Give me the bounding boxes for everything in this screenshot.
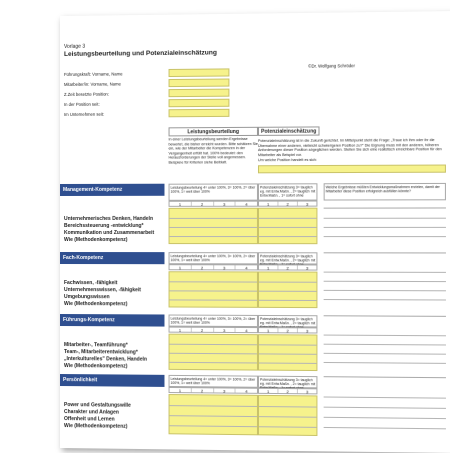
potenzial-scale-4: Potenzialeinschätzung 3= tauglich eg. mit Entw.Maßn. , 2= tauglich mit xyxy=(258,376,317,389)
potenzial-scale-1: Potenzialeinschätzung 3= tauglich eg. mit Entw.Maßn. , 2= tauglich mit Entw.Maßn. , 1= sofort ohne xyxy=(258,183,317,200)
band-persoenlichkeit: Persönlichkeit xyxy=(60,374,164,387)
field-label-unternehmen-seit: Im Unternehmen seit: xyxy=(63,111,105,117)
leistung-nums-2: 1 2 3 4 xyxy=(169,264,258,270)
leistung-input-2[interactable] xyxy=(169,271,258,308)
document-title: Leistungsbeurteilung und Potenzialeinschätzung xyxy=(63,49,217,58)
potenzial-nums-2: 1 2 3 xyxy=(258,264,317,270)
leistung-scale-3: Leistungsbeurteilung 4= unter 100%, 3= 100%, 2= über 100%, 1= weit über 100% xyxy=(169,315,258,328)
potenzial-input-2[interactable] xyxy=(258,271,317,308)
leistung-header: Leistungsbeurteilung xyxy=(169,127,258,137)
template-label: Vorlage 3 xyxy=(63,43,86,50)
item: Bereichssteuerung -entwicklung* xyxy=(63,222,144,229)
potenzial-header: Potenzialeinschätzung xyxy=(258,126,320,135)
massnahmen-lines-4 xyxy=(324,376,446,438)
item: Wie (Methodenkompetenz) xyxy=(63,423,128,430)
massnahmen-lines-2 xyxy=(324,252,446,309)
field-input-position-seit[interactable] xyxy=(169,99,230,108)
item: Power und Gestaltungswille xyxy=(63,402,131,409)
potenzial-nums-1: 1 2 3 xyxy=(258,201,317,207)
band-management: Management-Kompetenz xyxy=(60,184,164,196)
item: Unternehmenswissen, -fähigkeit xyxy=(63,287,141,294)
leistung-input-4[interactable] xyxy=(169,394,258,435)
leistung-input-1[interactable] xyxy=(169,208,258,244)
item: Kommunikation und Zusammenarbeit xyxy=(63,229,155,237)
item: Wie (Methodenkompetenz) xyxy=(63,301,128,308)
field-input-fuehrungskraft[interactable] xyxy=(169,68,230,77)
document-page xyxy=(60,11,450,453)
potenzial-input-1[interactable] xyxy=(258,208,317,245)
item: Unternehmerisches Denken, Handeln xyxy=(63,215,154,222)
leistung-input-3[interactable] xyxy=(169,334,258,371)
massnahmen-lines-3 xyxy=(324,315,446,373)
field-label-fuehrungskraft: Führungskraft: Vorname, Name xyxy=(63,71,123,77)
leistung-nums-4: 1 2 3 4 xyxy=(169,387,258,394)
field-input-mitarbeiter[interactable] xyxy=(169,79,230,88)
band-fach: Fach-Kompetenz xyxy=(60,252,164,264)
potenzial-input-4[interactable] xyxy=(258,395,317,436)
item: Wie (Methodenkompetenz) xyxy=(63,237,128,244)
leistung-nums-3: 1 2 3 4 xyxy=(169,327,258,334)
potenzial-scale-3: Potenzialeinschätzung 3= tauglich eg. mit Entw.Maßn. , 2= tauglich mit xyxy=(258,315,317,327)
massnahmen-lines-1 xyxy=(324,207,446,245)
field-label-position: Z.Zeit besetzte Position: xyxy=(63,91,109,97)
potenzial-input-3[interactable] xyxy=(258,334,317,371)
potenzial-description: Potenzialeinschätzung ist in die Zukunft gerichtet. Im Mittelpunkt steht die Frage: „Traue ich ihm oder ihr die Übernahme einer anderen, vielleicht schwierigeren Position zu?" Die Eignung muss mit den anderen, höheren Anforderungen dieser Position abgeglichen werden. Stellen Sie sich eine realistisch erreichbare Position für den Mitarbeiter als Beispiel vor. xyxy=(257,137,442,157)
potenzial-scale-2: Potenzialeinschätzung 3= tauglich eg. mit Entw.Maßn. , 2= tauglich mit xyxy=(258,252,317,264)
items-fach xyxy=(64,280,167,308)
leistung-scale-4: Leistungsbeurteilung 4= unter 100%, 3= 100%, 2= über 100%, 1= weit über 100% xyxy=(169,375,258,388)
leistung-scale-2: Leistungsbeurteilung 4= unter 100%, 3= 100%, 2= über 100%, 1= weit über 100% xyxy=(169,252,258,264)
item: Charakter und Anlagen xyxy=(63,409,119,416)
item: Team-, Mitarbeiterentwicklung* xyxy=(63,349,138,356)
author-credit: ©Dr. Wolfgang Schröder xyxy=(308,63,355,69)
items-management xyxy=(64,216,167,244)
field-label-mitarbeiter: Mitarbeiter/in: Vorname, Name xyxy=(63,81,121,87)
field-input-unternehmen-seit[interactable] xyxy=(169,109,230,117)
item: Fachwissen, -fähigkeit xyxy=(63,280,118,287)
item: Offenheit und Lernen xyxy=(63,416,115,423)
potenzial-question: Um welche Position handelt es sich: xyxy=(257,157,317,163)
items-fuehrung xyxy=(64,342,167,371)
leistung-description: In einer Leistungsbeurteilung werden Ergebnisse bewertet, die bisher erreicht wurden. Bitte schätzen Sie ein, wie der Mitarbeiter die Kompetenzen in der Vergangenheit erfüllt hat. 100% bedeutet: den Herausforderungen der Stelle voll angemessen. Beispiele für Kriterien siehe Beiblatt. xyxy=(168,136,258,165)
field-label-position-seit: In der Position seit: xyxy=(63,101,100,107)
field-input-position[interactable] xyxy=(169,89,230,98)
item: „Interkulturelles" Denken, Handeln xyxy=(63,356,147,363)
massnahmen-box: Welche Ergebnisse müßten Entwicklungsmaßnahmen erzielen, damit der Mitarbeiter diese Position erfolgreich ausfüllen könnte? xyxy=(324,183,446,201)
potenzial-nums-3: 1 2 3 xyxy=(258,327,317,333)
items-persoenlichkeit xyxy=(64,402,167,431)
position-input[interactable] xyxy=(258,165,446,174)
leistung-scale-1: Leistungsbeurteilung 4= unter 100%, 3= 100%, 2= über 100%, 1= weit über 100% xyxy=(169,183,258,200)
leistung-nums-1: 1 2 3 4 xyxy=(169,201,258,207)
item: Wie (Methodenkompetenz) xyxy=(63,363,128,370)
potenzial-nums-4: 1 2 3 xyxy=(258,388,317,395)
item: Umgebungswissen xyxy=(63,294,110,301)
item: Mitarbeiter-, Teamführung* xyxy=(63,342,128,349)
band-fuehrung: Führungs-Kompetenz xyxy=(60,314,164,327)
